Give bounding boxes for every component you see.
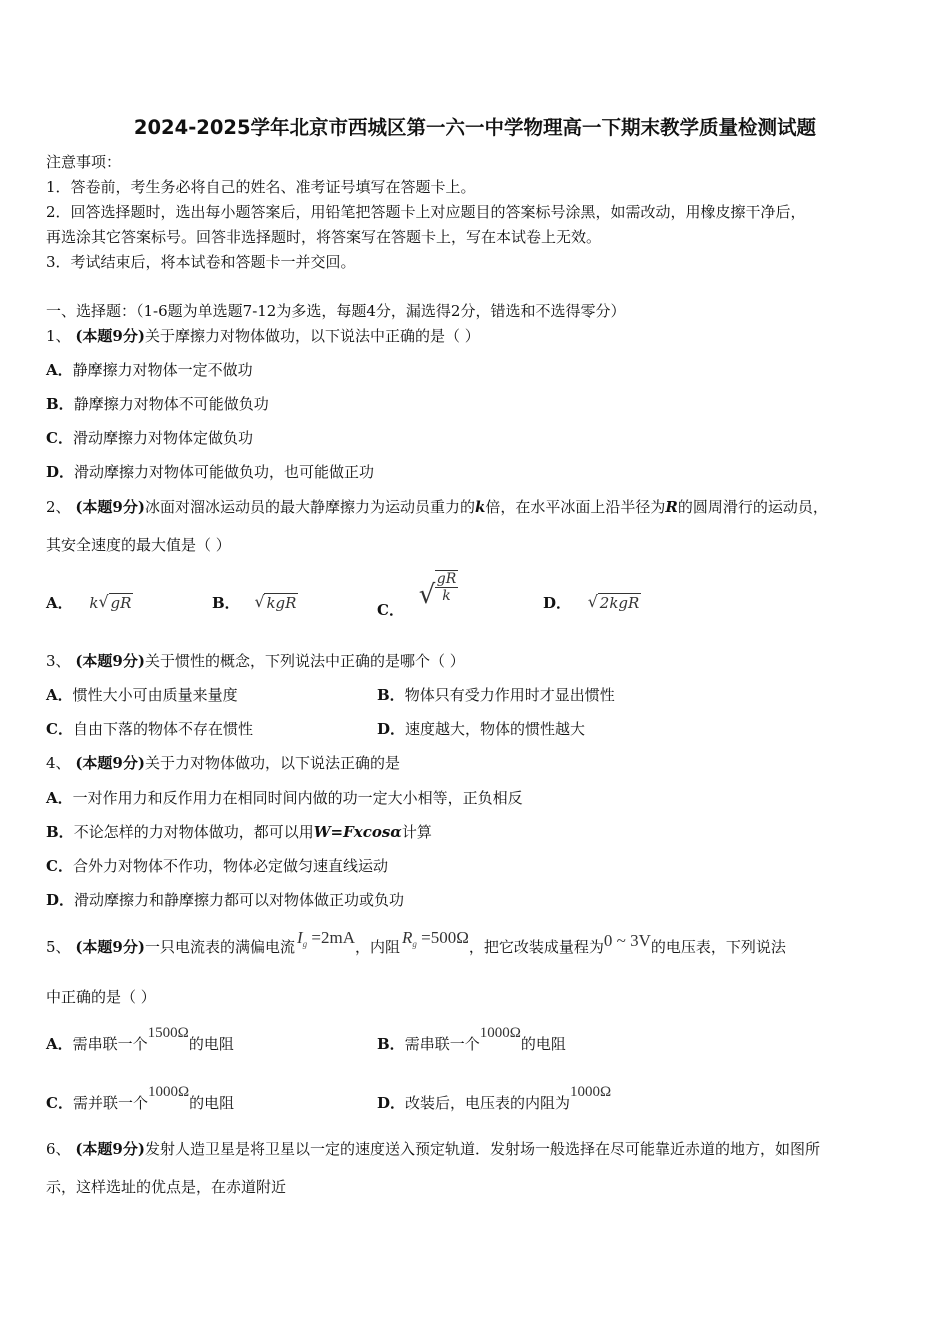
option-label: C． — [46, 857, 73, 875]
option-label: D． — [377, 1094, 406, 1112]
option-label: D． — [377, 720, 406, 738]
option-text: 合外力对物体不作功，物体必定做匀速直线运动 — [72, 857, 388, 875]
option-label: C． — [46, 429, 73, 447]
notice-item-3: 3．考试结束后，将本试卷和答题卡一并交回。 — [46, 253, 356, 271]
question-6-stem — [46, 1139, 820, 1159]
q1-option-d[interactable] — [46, 462, 374, 482]
question-number: 3、 — [46, 652, 71, 670]
q5-option-c[interactable] — [46, 1084, 235, 1114]
q4-option-b[interactable] — [46, 822, 432, 842]
question-6-stem-cont: 示，这样选址的优点是，在赤道附近 — [46, 1178, 287, 1196]
notice-item-1: 1．答卷前，考生务必将自己的姓名、准考证号填写在答题卡上。 — [46, 178, 476, 196]
question-5-stem — [46, 928, 786, 963]
notice-heading: 注意事项： — [46, 153, 122, 171]
option-label: A． — [46, 361, 73, 379]
option-label: B． — [377, 1035, 405, 1053]
section-heading: 一、选择题：（1-6题为单选题7-12为多选，每题4分，漏选得2分，错选和不选得零分） — [46, 302, 626, 320]
option-text: 改装后，电压表的内阻为 — [405, 1094, 571, 1112]
option-label: B． — [46, 395, 74, 413]
question-text: 关于惯性的概念，下列说法中正确的是哪个（ ） — [144, 652, 465, 670]
q3-option-b[interactable] — [377, 685, 615, 705]
option-text: 需串联一个 — [72, 1035, 148, 1053]
question-4-stem — [46, 753, 400, 773]
option-text: 不论怎样的力对物体做功，都可以用 — [73, 823, 314, 841]
question-5-stem-cont: 中正确的是（ ） — [46, 988, 156, 1006]
question-number: 1、 — [46, 327, 71, 345]
math-value: 1000Ω — [570, 1084, 612, 1100]
question-score: (本题9分) — [75, 1140, 145, 1158]
math-coef: k — [89, 594, 99, 612]
option-text: 的电阻 — [188, 1035, 234, 1053]
question-score: (本题9分) — [75, 652, 145, 670]
question-text: 的圆周滑行的运动员， — [677, 498, 828, 516]
q2-option-d[interactable]: D． √ 2kgR — [543, 592, 640, 612]
q2-option-c[interactable]: C． √ $\frac{gR}{k}$ — [377, 571, 457, 619]
question-number: 6、 — [46, 1140, 71, 1158]
notice-item-2: 2．回答选择题时，选出每小题答案后，用铅笔把答题卡上对应题目的答案标号涂黑，如需改动，用橡皮擦干净后， — [46, 203, 806, 221]
page-title: 2024-2025学年北京市西城区第一六一中学物理高一下期末教学质量检测试题 — [133, 116, 817, 139]
math-value: 1000Ω — [147, 1084, 190, 1100]
option-label: D． — [543, 594, 572, 612]
math-symbol: R — [402, 928, 413, 947]
option-text: 静摩擦力对物体不可能做负功 — [73, 395, 269, 413]
math-value: =500Ω — [421, 928, 469, 947]
question-text: ，把它改装成量程为 — [468, 938, 604, 956]
math-denominator: k — [442, 588, 451, 604]
question-2-stem — [46, 497, 828, 517]
option-text: 滑动摩擦力对物体定做负功 — [72, 429, 253, 447]
option-label: A． — [46, 789, 73, 807]
question-text: 冰面对溜冰运动员的最大静摩擦力为运动员重力的 — [144, 498, 475, 516]
question-2-stem-cont: 其安全速度的最大值是（ ） — [46, 536, 231, 554]
math-radicand: 2kgR — [599, 594, 640, 612]
math-radicand: kgR — [266, 594, 297, 612]
math-symbol: I — [296, 928, 303, 947]
option-label: D． — [46, 463, 75, 481]
question-score: (本题9分) — [75, 938, 145, 956]
question-score: (本题9分) — [75, 498, 145, 516]
question-1-stem — [46, 326, 480, 346]
option-text: 静摩擦力对物体一定不做功 — [72, 361, 253, 379]
option-label: A． — [46, 1035, 73, 1053]
question-text: ，内阻 — [355, 938, 401, 956]
option-label: A． — [46, 594, 73, 612]
option-text: 需串联一个 — [404, 1035, 480, 1053]
option-text: 滑动摩擦力和静摩擦力都可以对物体做正功或负功 — [74, 891, 405, 909]
q2-option-a[interactable]: A． k √ gR — [46, 592, 132, 612]
q5-option-a[interactable] — [46, 1025, 234, 1055]
variable-r: R — [665, 498, 678, 516]
math-value: 1000Ω — [479, 1025, 521, 1041]
option-label: B． — [377, 686, 405, 704]
q5-option-d[interactable] — [377, 1084, 612, 1114]
question-text: 关于摩擦力对物体做功，以下说法中正确的是（ ） — [144, 327, 480, 345]
question-number: 2、 — [46, 498, 71, 516]
question-text: 的电压表，下列说法 — [650, 938, 786, 956]
question-text: 发射人造卫星是将卫星以一定的速度送入预定轨道．发射场一般选择在尽可能靠近赤道的地方，如图所 — [144, 1140, 820, 1158]
option-label: C． — [46, 720, 73, 738]
option-label: D． — [46, 891, 75, 909]
notice-item-2-cont: 再选涂其它答案标号。回答非选择题时，将答案写在答题卡上，写在本试卷上无效。 — [46, 228, 602, 246]
q1-option-c[interactable] — [46, 428, 253, 448]
question-score: (本题9分) — [75, 754, 145, 772]
option-text: 需并联一个 — [72, 1094, 148, 1112]
math-value: 1500Ω — [147, 1025, 189, 1041]
question-text: 关于力对物体做功，以下说法正确的是 — [144, 754, 400, 772]
math-numerator: gR — [436, 571, 457, 587]
option-text: 计算 — [401, 823, 432, 841]
math-range: 0 ~ 3V — [603, 931, 651, 950]
question-text: 一只电流表的满偏电流 — [144, 938, 295, 956]
q5-option-b[interactable] — [377, 1025, 566, 1055]
q1-option-a[interactable] — [46, 360, 253, 380]
option-text: 物体只有受力作用时才显出惯性 — [404, 686, 615, 704]
q3-option-d[interactable] — [377, 719, 585, 739]
q3-option-c[interactable] — [46, 719, 253, 739]
q4-option-c[interactable] — [46, 856, 388, 876]
option-text: 惯性大小可由质量来量度 — [72, 686, 238, 704]
q4-option-a[interactable] — [46, 788, 523, 808]
math-subscript: g — [302, 939, 308, 949]
option-label: A． — [46, 686, 73, 704]
option-label: B． — [212, 594, 240, 612]
question-text: 倍，在水平冰面上沿半径为 — [485, 498, 666, 516]
question-3-stem — [46, 651, 465, 671]
option-label: C． — [46, 1094, 73, 1112]
question-number: 4、 — [46, 754, 71, 772]
question-score: (本题9分) — [75, 327, 145, 345]
formula: W=Fxcosα — [313, 823, 402, 841]
q3-option-a[interactable] — [46, 685, 238, 705]
option-text: 滑动摩擦力对物体可能做负功，也可能做正功 — [74, 463, 375, 481]
option-label: C． — [377, 600, 404, 619]
math-value: =2mA — [311, 928, 355, 947]
math-subscript: g — [412, 939, 417, 949]
variable-k: k — [474, 498, 486, 516]
q4-option-d[interactable] — [46, 890, 404, 910]
question-number: 5、 — [46, 938, 71, 956]
option-text: 的电阻 — [520, 1035, 566, 1053]
option-text: 的电阻 — [189, 1094, 235, 1112]
option-text: 速度越大，物体的惯性越大 — [405, 720, 586, 738]
option-text: 一对作用力和反作用力在相同时间内做的功一定大小相等，正负相反 — [72, 789, 523, 807]
q1-option-b[interactable] — [46, 394, 269, 414]
option-text: 自由下落的物体不存在惯性 — [72, 720, 253, 738]
math-radicand: gR — [110, 594, 132, 612]
q2-option-b[interactable]: B． √ kgR — [212, 592, 297, 612]
option-label: B． — [46, 823, 74, 841]
